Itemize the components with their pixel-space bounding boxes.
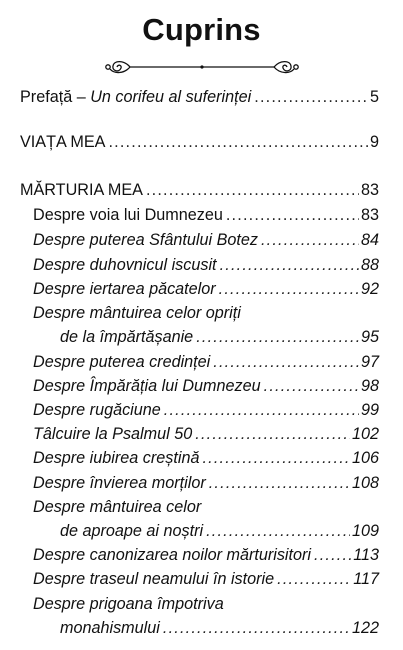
toc-entry-label: Despre iertarea păcatelor xyxy=(33,280,216,298)
page-title: Cuprins xyxy=(142,12,261,47)
dot-leader xyxy=(261,230,359,250)
toc-entry-label: monahismului xyxy=(60,619,160,637)
page-number: 84 xyxy=(360,231,379,249)
toc-entry-label: Despre voia lui Dumnezeu xyxy=(33,206,223,224)
dot-leader xyxy=(226,205,359,225)
dot-leader xyxy=(163,618,350,638)
dot-leader xyxy=(264,376,359,396)
dot-leader xyxy=(220,255,359,275)
page-number: 97 xyxy=(360,353,379,371)
page-number: 83 xyxy=(360,181,379,199)
toc-entry-label: Despre iubirea creștină xyxy=(33,449,200,467)
toc-entry-credinta[interactable] xyxy=(33,352,379,372)
toc-entry-opriti-line1: Despre mântuirea celor opriți xyxy=(33,304,241,322)
dot-leader xyxy=(254,87,368,107)
toc-entry-label: Prefață – xyxy=(20,88,91,106)
toc-entry-label: de la împărtășanie xyxy=(60,328,194,346)
page-number: 102 xyxy=(351,425,379,443)
dot-leader xyxy=(202,448,350,468)
page-number: 117 xyxy=(353,570,379,588)
dot-leader xyxy=(219,279,359,299)
page-number: 98 xyxy=(360,377,379,395)
toc-entry-opriti[interactable] xyxy=(60,327,379,347)
page-number: 106 xyxy=(351,449,379,467)
toc-entry-iubire[interactable] xyxy=(33,448,379,468)
toc-entry-duhovnic[interactable] xyxy=(33,255,379,275)
page-number: 83 xyxy=(360,206,379,224)
toc-entry-label: Despre duhovnicul iscusit xyxy=(33,256,217,274)
page-number: 113 xyxy=(353,546,379,564)
toc-entry-voia[interactable] xyxy=(33,205,379,225)
dot-leader xyxy=(277,569,351,589)
page-number: 88 xyxy=(360,256,379,274)
page-number: 99 xyxy=(360,401,379,419)
dot-leader xyxy=(196,327,359,347)
toc-entry-psalm[interactable] xyxy=(33,424,379,444)
dot-leader xyxy=(314,545,351,565)
dot-leader xyxy=(164,400,359,420)
toc-entry-label: Despre traseul neamului în istorie xyxy=(33,570,275,588)
page-number: 109 xyxy=(351,522,379,540)
toc-entry-canonizare[interactable] xyxy=(33,545,379,565)
toc-entry-label: de aproape ai noștri xyxy=(60,522,204,540)
toc-entry-label: Tâlcuire la Psalmul 50 xyxy=(33,425,193,443)
toc-entry-viata[interactable] xyxy=(20,132,379,152)
toc-entry-prigoana[interactable] xyxy=(60,618,379,638)
toc-entry-aproape-line1: Despre mântuirea celor xyxy=(33,498,202,516)
toc-entry-prefata[interactable] xyxy=(20,87,379,107)
page-number: 95 xyxy=(360,328,379,346)
toc-entry-subtitle: Un corifeu al suferinței xyxy=(90,88,252,106)
toc-entry-label: Despre Împărăția lui Dumnezeu xyxy=(33,377,261,395)
toc-entry-prigoana-line1: Despre prigoana împotriva xyxy=(33,595,224,613)
toc-entry-label: MĂRTURIA MEA xyxy=(20,181,143,199)
toc-entry-label: Despre puterea Sfântului Botez xyxy=(33,231,258,249)
toc-entry-label: VIAȚA MEA xyxy=(20,133,106,151)
toc-entry-botez[interactable] xyxy=(33,230,379,250)
page-number: 108 xyxy=(351,474,379,492)
toc-entry-rugaciune[interactable] xyxy=(33,400,379,420)
toc-entry-marturia[interactable] xyxy=(20,180,379,200)
page-number: 9 xyxy=(369,133,379,151)
page-number: 5 xyxy=(369,88,379,106)
toc-entry-iertare[interactable] xyxy=(33,279,379,299)
page-number: 92 xyxy=(360,280,379,298)
toc-entry-label: Despre rugăciune xyxy=(33,401,161,419)
toc-entry-label: Despre învierea morților xyxy=(33,474,206,492)
dot-leader xyxy=(195,424,350,444)
toc-entry-traseu[interactable] xyxy=(33,569,379,589)
toc-entry-label: Despre puterea credinței xyxy=(33,353,211,371)
toc-entry-inviere[interactable] xyxy=(33,473,379,493)
toc-entry-aproape[interactable] xyxy=(60,521,379,541)
dot-leader xyxy=(108,132,368,152)
dot-leader xyxy=(209,473,350,493)
toc-entry-label: Despre canonizarea noilor mărturisitori xyxy=(33,546,312,564)
dot-leader xyxy=(146,180,359,200)
toc-entry-imparatia[interactable] xyxy=(33,376,379,396)
dot-leader xyxy=(206,521,350,541)
page-number: 122 xyxy=(351,619,379,637)
dot-leader xyxy=(213,352,359,372)
